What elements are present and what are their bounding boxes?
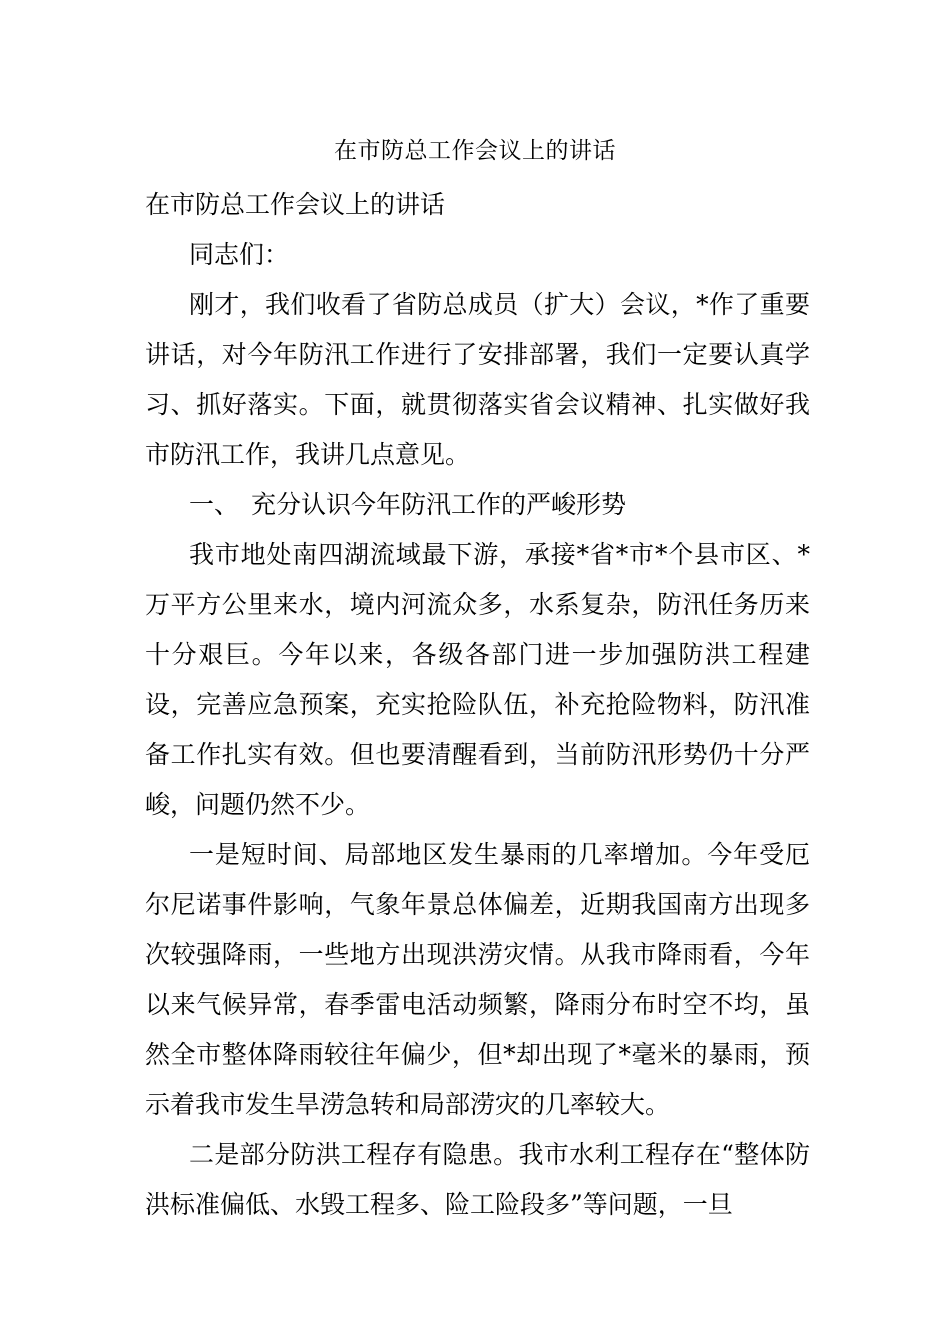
document-body: [145, 180, 810, 1230]
section-heading-text: 充分认识今年防汛工作的严峻形势: [251, 490, 627, 519]
paragraph-situation: 我市地处南四湖流域最下游，承接*省*市*个县市区、*万平方公里来水，境内河流众多，水系复杂，防汛任务历来十分艰巨。今年以来，各级各部门进一步加强防洪工程建设，完善应急预案，充实抢险队伍，补充抢险物料，防汛准备工作扎实有效。但也要清醒看到，当前防汛形势仍十分严峻，问题仍然不少。: [145, 540, 810, 819]
paragraph-point-two: 二是部分防洪工程存有隐患。我市水利工程存在“整体防洪标准偏低、水毁工程多、险工险段多”等问题，一旦: [145, 1140, 810, 1219]
document-subtitle: 在市防总工作会议上的讲话: [145, 190, 446, 219]
section-number: 一、: [189, 490, 240, 519]
paragraph-intro: 刚才，我们收看了省防总成员（扩大）会议，*作了重要讲话，对今年防汛工作进行了安排部署，我们一定要认真学习、抓好落实。下面，就贯彻落实省会议精神、扎实做好我市防汛工作，我讲几点意见。: [145, 290, 810, 469]
salutation: 同志们：: [189, 240, 290, 269]
paragraph-point-one: 一是短时间、局部地区发生暴雨的几率增加。今年受厄尔尼诺事件影响，气象年景总体偏差，近期我国南方出现多次较强降雨，一些地方出现洪涝灾情。从我市降雨看，今年以来气候异常，春季雷电活动频繁，降雨分布时空不均，虽然全市整体降雨较往年偏少，但*却出现了*毫米的暴雨，预示着我市发生旱涝急转和局部涝灾的几率较大。: [145, 840, 810, 1119]
document-title: 在市防总工作会议上的讲话: [334, 138, 616, 164]
section-heading: [145, 480, 810, 530]
